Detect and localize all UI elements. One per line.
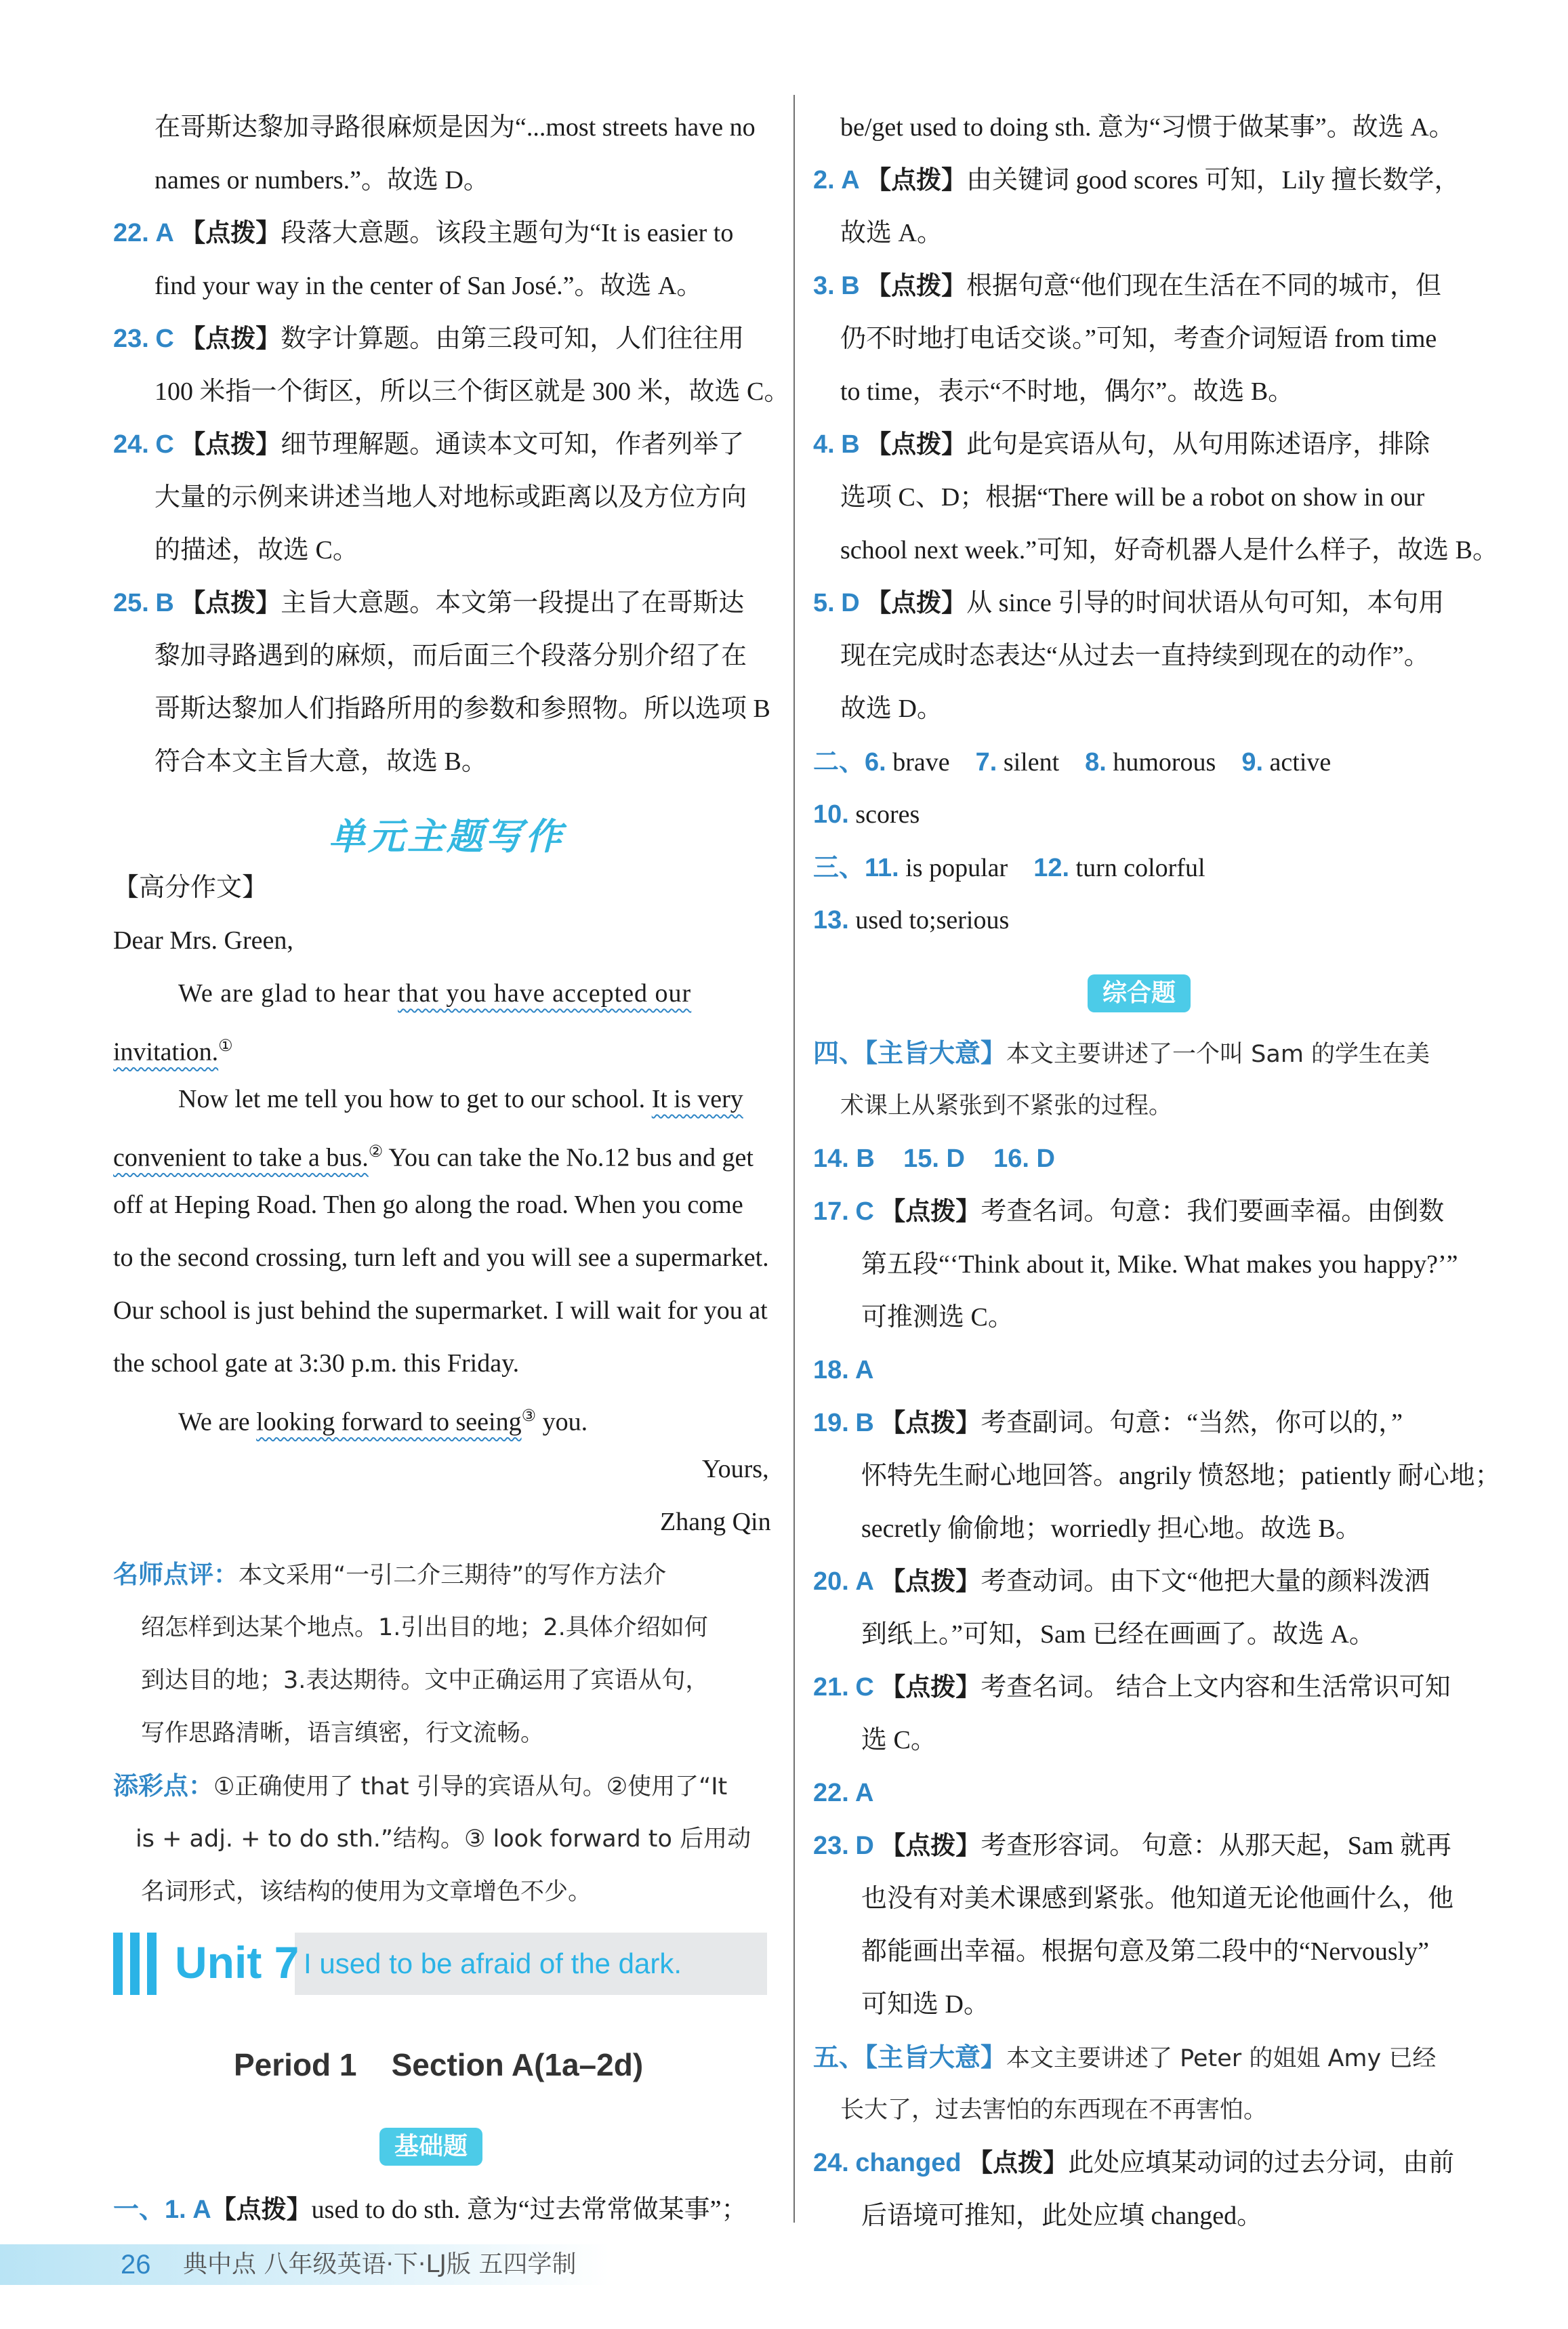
footnote-mark: ③ xyxy=(521,1407,537,1425)
text: You can take the No.12 bus and get xyxy=(383,1143,754,1172)
text-line: 也没有对美术课感到紧张。他知道无论他画什么，他 xyxy=(861,1884,1454,1913)
review-text: 到达目的地；3.表达期待。文中正确运用了宾语从句， xyxy=(141,1667,709,1694)
unit-stripe xyxy=(113,1933,123,1995)
review-text: 写作思路清晰，语言缜密，行文流畅。 xyxy=(141,1720,545,1747)
question-number: 8. xyxy=(1085,748,1107,777)
explanation: 考查名词。 结合上文内容和生活常识可知 xyxy=(981,1673,1451,1702)
text-line: 选项 C、D；根据“There will be a robot on show in our xyxy=(840,483,1425,512)
explanation: 考查副词。句意：“当然，你可以的，” xyxy=(981,1409,1403,1437)
section-number: 一、 xyxy=(113,2194,165,2224)
question-number: 13. xyxy=(813,906,849,934)
question-number: 12. xyxy=(1033,854,1070,882)
summary-text: 本文主要讲述了一个叫 Sam 的学生在美 xyxy=(1006,1041,1430,1068)
answer-letter: A xyxy=(155,219,174,247)
text-line: 到纸上。”可知，Sam 已经在画画了。故选 A。 xyxy=(861,1620,1375,1649)
question-number: 24. xyxy=(813,2149,849,2177)
answer-word: changed xyxy=(855,2149,962,2177)
text-line: names or numbers.”。故选 D。 xyxy=(154,166,489,194)
column-divider xyxy=(793,95,795,2223)
text-line: 100 米指一个街区，所以三个街区就是 300 米，故选 C。 xyxy=(154,377,790,406)
hint-tag: 【点拨】 xyxy=(211,2195,312,2224)
question-1 xyxy=(113,2190,747,2229)
explanation: 数字计算题。由第三段可知，人们往往用 xyxy=(281,325,745,353)
essay-line xyxy=(178,974,691,1012)
answer: humorous xyxy=(1113,748,1216,777)
section-5-summary xyxy=(813,2038,1436,2078)
section-number: 四、 xyxy=(813,1038,865,1068)
section-title: 单元主题写作 xyxy=(329,815,564,858)
question-19 xyxy=(813,1404,1403,1442)
answer: used to;serious xyxy=(855,906,1010,934)
explanation: 此句是宾语从句，从句用陈述语序，排除 xyxy=(966,430,1430,459)
section-2-answers xyxy=(813,796,920,833)
answer: brave xyxy=(892,748,950,777)
highlighted-phrase: It is very xyxy=(651,1085,743,1113)
text-line: 大量的示例来讲述当地人对地标或距离以及方位方向 xyxy=(154,483,747,512)
question-22 xyxy=(113,214,733,252)
explanation: 段落大意题。该段主题句为“It is easier to xyxy=(281,219,734,247)
footer-text: 典中点 八年级英语·下·LJ版 五四学制 xyxy=(183,2250,577,2278)
highlight-text: 名词形式，该结构的使用为文章增色不少。 xyxy=(141,1878,592,1905)
essay-line xyxy=(178,1080,743,1118)
unit-title: I used to be afraid of the dark. xyxy=(304,1947,682,1979)
review-text: 本文采用“一引二介三期待”的写作方法介 xyxy=(239,1562,667,1589)
text-line: 故选 A。 xyxy=(840,219,943,247)
question-number: 17. xyxy=(813,1197,849,1226)
explanation: 由关键词 good scores 可知，Lily 擅长数学， xyxy=(966,166,1460,194)
question-number: 9. xyxy=(1241,748,1264,777)
text-line: 故选 D。 xyxy=(840,695,943,723)
explanation: 考查动词。由下文“他把大量的颜料泼洒 xyxy=(981,1567,1430,1596)
answer-row: 18. A xyxy=(813,1356,874,1384)
answer: scores xyxy=(855,800,920,829)
answer-letter: B xyxy=(841,272,860,300)
answer: turn colorful xyxy=(1075,854,1205,882)
hint-tag: 【点拨】 xyxy=(866,271,967,300)
letter-closing: Yours, xyxy=(702,1455,769,1483)
section-3-answers xyxy=(813,901,1009,939)
letter-greeting: Dear Mrs. Green, xyxy=(113,926,293,955)
explanation: 根据句意“他们现在生活在不同的城市，但 xyxy=(966,272,1442,300)
section-4-summary xyxy=(813,1034,1430,1073)
answer-letter: C xyxy=(155,325,174,353)
summary-text: 本文主要讲述了 Peter 的姐姐 Amy 已经 xyxy=(1006,2045,1437,2072)
essay-label: 【高分作文】 xyxy=(113,873,268,902)
unit-stripe xyxy=(147,1933,157,1995)
summary-text: 长大了，过去害怕的东西现在不再害怕。 xyxy=(840,2097,1268,2124)
period-heading: Period 1 Section A(1a–2d) xyxy=(234,2047,644,2082)
question-number: 22. xyxy=(113,219,149,247)
answer: is popular xyxy=(905,854,1008,882)
question-24 xyxy=(813,2144,1454,2182)
review-label: 名师点评： xyxy=(113,1560,239,1589)
teacher-review xyxy=(113,1556,666,1594)
letter-signature: Zhang Qin xyxy=(660,1508,771,1536)
answer-letter: A xyxy=(192,2196,211,2224)
text-line: 符合本文主旨大意，故选 B。 xyxy=(154,747,487,776)
text-line: 的描述，故选 C。 xyxy=(154,536,358,564)
hint-tag: 【点拨】 xyxy=(880,1567,981,1596)
highlighted-phrase: invitation. xyxy=(113,1037,219,1067)
answer-row: 22. A xyxy=(813,1779,874,1807)
text-line: be/get used to doing sth. 意为“习惯于做某事”。故选 A。 xyxy=(840,113,1455,142)
question-number: 3. xyxy=(813,272,835,300)
footnote-mark: ① xyxy=(218,1037,233,1055)
answer-letter: C xyxy=(855,1197,874,1226)
highlights xyxy=(113,1767,727,1806)
question-4 xyxy=(813,426,1430,463)
answer-letter: A xyxy=(841,166,860,194)
text-line: 后语境可推知，此处应填 changed。 xyxy=(861,2202,1263,2230)
answer-letter: C xyxy=(855,1673,874,1702)
essay-line xyxy=(178,1397,587,1441)
answer-letter: B xyxy=(841,430,860,459)
question-number: 25. xyxy=(113,589,149,617)
unit-label: Unit 7 xyxy=(175,1937,300,1987)
question-number: 23. xyxy=(113,325,149,353)
highlighted-phrase: convenient to take a bus. xyxy=(113,1143,369,1172)
text-line: 可知选 D。 xyxy=(861,1990,989,2019)
hint-tag: 【点拨】 xyxy=(180,218,281,247)
highlighted-phrase: looking forward to seeing xyxy=(256,1407,522,1437)
question-number: 21. xyxy=(813,1673,849,1702)
question-2 xyxy=(813,161,1460,199)
section-number: 二、 xyxy=(813,747,865,777)
highlight-label: 添彩点： xyxy=(113,1771,213,1800)
question-number: 2. xyxy=(813,166,835,194)
question-20 xyxy=(813,1563,1430,1601)
highlight-text: ①正确使用了 that 引导的宾语从句。②使用了“It xyxy=(213,1773,728,1800)
hint-tag: 【点拨】 xyxy=(180,430,281,459)
section-number: 五、 xyxy=(813,2042,865,2072)
question-25 xyxy=(113,584,744,622)
question-number: 24. xyxy=(113,430,149,459)
question-number: 19. xyxy=(813,1409,849,1437)
hint-tag: 【点拨】 xyxy=(880,1408,981,1437)
explanation: 考查名词。句意：我们要画幸福。由倒数 xyxy=(981,1197,1445,1226)
text: We are glad to hear xyxy=(178,979,398,1008)
question-23 xyxy=(113,320,744,358)
text-line: 现在完成时态表达“从过去一直持续到现在的动作”。 xyxy=(840,642,1430,670)
question-number: 4. xyxy=(813,430,835,459)
question-3 xyxy=(813,267,1441,305)
question-number: 6. xyxy=(865,748,886,777)
basic-badge: 基础题 xyxy=(379,2128,482,2166)
summary-label: 【主旨大意】 xyxy=(865,2042,1007,2072)
question-number: 10. xyxy=(813,800,849,829)
answer-letter: B xyxy=(155,589,174,617)
section-2-answers xyxy=(813,743,1331,781)
answer: silent xyxy=(1003,748,1060,777)
text: Now let me tell you how to get to our school. xyxy=(178,1085,652,1113)
explanation: 从 since 引导的时间状语从句可知，本句用 xyxy=(966,589,1445,617)
text-line: 选 C。 xyxy=(861,1726,936,1754)
essay-line xyxy=(113,1027,233,1071)
text: We are xyxy=(178,1407,257,1437)
hint-tag: 【点拨】 xyxy=(180,588,281,617)
explanation: 此处应填某动词的过去分词，由前 xyxy=(1068,2149,1455,2177)
text: you. xyxy=(536,1407,588,1437)
question-5 xyxy=(813,584,1444,622)
summary-label: 【主旨大意】 xyxy=(865,1038,1007,1068)
hint-tag: 【点拨】 xyxy=(180,324,281,353)
question-17 xyxy=(813,1193,1444,1231)
answer-letter: D xyxy=(841,589,860,617)
essay-line: Our school is just behind the supermarket. I will wait for you at xyxy=(113,1296,768,1325)
answer-row xyxy=(813,1140,1055,1178)
answer-letter: C xyxy=(155,430,174,459)
text-line: 哥斯达黎加人们指路所用的参数和参照物。所以选项 B xyxy=(154,695,770,723)
question-21 xyxy=(813,1668,1451,1706)
answer-letter: A xyxy=(855,1567,874,1596)
text-line: 仍不时地打电话交谈。”可知，考查介词短语 from time xyxy=(840,325,1437,353)
essay-line: off at Heping Road. Then go along the road. When you come xyxy=(113,1191,743,1219)
question-23 xyxy=(813,1827,1451,1865)
hint-tag: 【点拨】 xyxy=(866,588,967,617)
question-number: 11. xyxy=(865,854,899,882)
text-line: 第五段“‘Think about it, Mike. What makes you happy?’” xyxy=(861,1250,1458,1279)
question-24 xyxy=(113,426,744,463)
question-number: 7. xyxy=(975,748,997,777)
hint-tag: 【点拨】 xyxy=(880,1197,981,1226)
question-number: 23. xyxy=(813,1832,849,1860)
essay-line: the school gate at 3:30 p.m. this Friday. xyxy=(113,1349,520,1378)
section-3-answers xyxy=(813,848,1205,887)
text-line: 可推测选 C。 xyxy=(861,1303,1014,1332)
explanation: used to do sth. 意为“过去常常做某事”； xyxy=(311,2196,747,2224)
text-line: school next week.”可知，好奇机器人是什么样子，故选 B。 xyxy=(840,536,1499,564)
text-line: secretly 偷偷地；worriedly 担心地。故选 B。 xyxy=(861,1514,1361,1543)
summary-text: 术课上从紧张到不紧张的过程。 xyxy=(840,1092,1173,1119)
answer: 14. B xyxy=(813,1145,875,1173)
answer: active xyxy=(1269,748,1332,777)
text-line: 都能画出幸福。根据句意及第二段中的“Nervously” xyxy=(861,1937,1430,1966)
answer-letter: D xyxy=(855,1832,874,1860)
question-number: 20. xyxy=(813,1567,849,1596)
essay-line: to the second crossing, turn left and you will see a supermarket. xyxy=(113,1243,769,1272)
highlighted-phrase: that you have accepted our xyxy=(397,979,692,1008)
answer: 15. D xyxy=(903,1145,965,1173)
review-text: 绍怎样到达某个地点。1.引出目的地；2.具体介绍如何 xyxy=(141,1614,708,1641)
highlight-text: is + adj. + to do sth.”结构。③ look forward to 后用动 xyxy=(136,1826,751,1853)
answer-letter: B xyxy=(855,1409,874,1437)
hint-tag: 【点拨】 xyxy=(880,1831,981,1860)
hint-tag: 【点拨】 xyxy=(968,2148,1069,2177)
answer: 16. D xyxy=(993,1145,1055,1173)
explanation: 细节理解题。通读本文可知，作者列举了 xyxy=(281,430,745,459)
hint-tag: 【点拨】 xyxy=(880,1672,981,1702)
footnote-mark: ② xyxy=(368,1143,384,1161)
text-line: 怀特先生耐心地回答。angrily 愤怒地；patiently 耐心地； xyxy=(861,1462,1501,1490)
page-number: 26 xyxy=(121,2250,151,2280)
hint-tag: 【点拨】 xyxy=(866,430,967,459)
text-line: 在哥斯达黎加寻路很麻烦是因为“...most streets have no xyxy=(154,113,756,142)
explanation: 主旨大意题。本文第一段提出了在哥斯达 xyxy=(281,589,745,617)
explanation: 考查形容词。 句意：从那天起，Sam 就再 xyxy=(981,1832,1451,1860)
text-line: to time，表示“不时地，偶尔”。故选 B。 xyxy=(840,377,1294,406)
text-line: find your way in the center of San José.”。故选 A。 xyxy=(154,272,703,300)
hint-tag: 【点拨】 xyxy=(866,165,967,194)
unit-stripe xyxy=(130,1933,140,1995)
text-line: 黎加寻路遇到的麻烦，而后面三个段落分别介绍了在 xyxy=(154,642,747,670)
essay-line xyxy=(113,1133,754,1177)
comprehensive-badge: 综合题 xyxy=(1088,974,1191,1012)
question-number: 1. xyxy=(165,2196,186,2224)
section-number: 三、 xyxy=(813,852,865,882)
question-number: 5. xyxy=(813,589,835,617)
